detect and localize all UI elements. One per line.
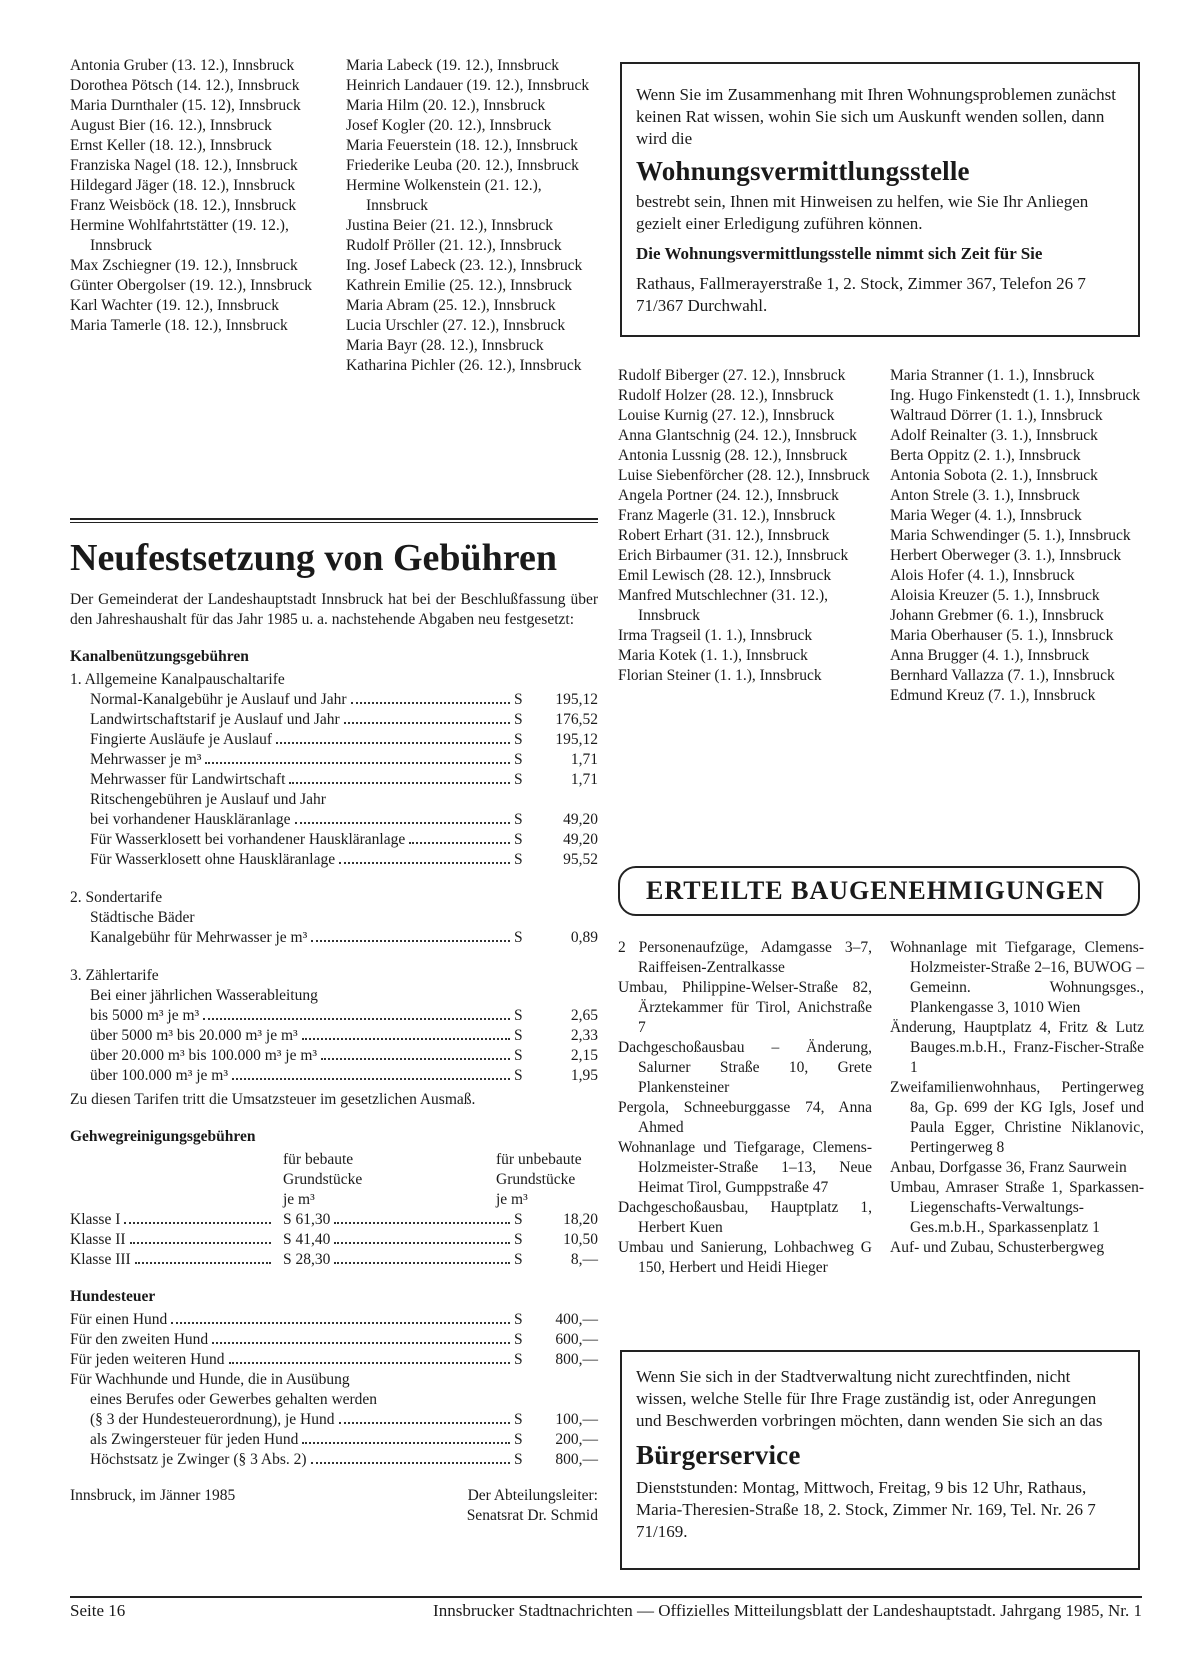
dot-leader	[409, 842, 510, 844]
gehweg-head-line: Grundstücke	[283, 1171, 363, 1188]
fee-currency: S	[514, 711, 523, 728]
wach-text-1: Für Wachhunde und Hunde, die in Ausübung	[70, 1371, 350, 1388]
fee-label: Höchstsatz je Zwinger (§ 3 Abs. 2)	[90, 1451, 307, 1468]
name-entry: Angela Portner (24. 12.), Innsbruck	[618, 487, 839, 504]
fee-value: 600,—	[555, 1331, 598, 1348]
name-entry: Maria Oberhauser (5. 1.), Innsbruck	[890, 627, 1114, 644]
gehweg-heading: Gehwegreinigungsgebühren	[70, 1128, 256, 1145]
gebuehren-intro: Der Gemeinderat der Landeshauptstadt Innsbruck hat bei der Beschlußfassung über den Jahreshaushalt für das Jahr 1985 u. a. nachstehende Abgaben neu festgesetzt:	[70, 591, 598, 628]
fee-value: 1,71	[570, 771, 598, 788]
fee-row	[90, 850, 598, 870]
name-entry: Maria Feuerstein (18. 12.), Innsbruck	[346, 137, 579, 154]
name-entry: Irma Tragseil (1. 1.), Innsbruck	[618, 627, 813, 644]
wohnung-bold-line: Die Wohnungsvermittlungsstelle nimmt sich Zeit für Sie	[636, 244, 1043, 263]
fee-label: als Zwingersteuer für jeden Hund	[90, 1431, 299, 1448]
dot-leader	[295, 822, 510, 824]
gebuehren-title: Neufestsetzung von Gebühren	[70, 537, 557, 579]
gehweg-col2-head	[496, 1150, 582, 1210]
name-entry: Maria Labeck (19. 12.), Innsbruck	[346, 57, 560, 74]
gehweg-class: Klasse I	[70, 1211, 121, 1228]
wohnung-address: Rathaus, Fallmerayerstraße 1, 2. Stock, Zimmer 367, Telefon 26 7 71/367 Durchwahl.	[636, 274, 1086, 315]
ust-note: Zu diesen Tarifen tritt die Umsatzsteuer im gesetzlichen Ausmaß.	[70, 1091, 476, 1108]
dot-leader	[205, 762, 510, 764]
name-entry: Emil Lewisch (28. 12.), Innsbruck	[618, 567, 832, 584]
fee-row	[90, 1026, 598, 1046]
fee-row	[90, 810, 598, 830]
fee-value: 1,95	[570, 1067, 598, 1084]
names-column-1	[70, 56, 325, 336]
fee-currency: S	[514, 811, 523, 828]
allgemeine-rows	[70, 690, 598, 790]
allgemeine-heading: 1. Allgemeine Kanalpauschaltarife	[70, 671, 285, 688]
dot-leader	[229, 1362, 510, 1364]
fee-currency: S	[514, 1047, 523, 1064]
dot-leader	[351, 702, 510, 704]
zaehler-rows	[70, 1006, 598, 1086]
dot-leader	[344, 722, 510, 724]
bau-entry: Wohnanlage und Tiefgarage, Clemens-Holzmeister-Straße 1–13, Neue Heimat Tirol, Gumppstraße 47	[618, 1139, 872, 1196]
fee-row	[90, 750, 598, 770]
ritschen-heading: Ritschengebühren je Auslauf und Jahr	[90, 791, 326, 808]
dot-leader	[289, 782, 510, 784]
fee-row	[90, 1006, 598, 1026]
fee-row	[90, 830, 598, 850]
gehweg-value-built: S 61,30	[283, 1211, 331, 1228]
name-entry: Maria Kotek (1. 1.), Innsbruck	[618, 647, 808, 664]
name-entry: Edmund Kreuz (7. 1.), Innsbruck	[890, 687, 1096, 704]
dot-leader	[124, 1222, 271, 1224]
gebuehren-section	[70, 534, 598, 1526]
bau-entry: Umbau, Philippine-Welser-Straße 82, Ärztekammer für Tirol, Anichstraße 7	[618, 979, 872, 1036]
name-entry: Johann Grebmer (6. 1.), Innsbruck	[890, 607, 1104, 624]
bau-entry: Umbau, Amraser Straße 1, Sparkassen-Liegenschafts-Verwaltungs-Ges.m.b.H., Sparkassenplatz 1	[890, 1179, 1144, 1236]
hunde-rows	[70, 1310, 598, 1370]
dot-leader	[203, 1018, 510, 1020]
name-entry: Karl Wachter (19. 12.), Innsbruck	[70, 297, 279, 314]
sonder-heading: 2. Sondertarife	[70, 889, 163, 906]
wohnung-info-box	[620, 62, 1140, 337]
fee-currency: S	[514, 1007, 523, 1024]
fee-value: 800,—	[555, 1451, 598, 1468]
name-entry: Ing. Hugo Finkenstedt (1. 1.), Innsbruck	[890, 387, 1141, 404]
footer-text: Innsbrucker Stadtnachrichten — Offizielles Mitteilungsblatt der Landeshauptstadt. Jahrgang 1985, Nr. 1	[433, 1601, 1142, 1620]
fee-currency: S	[514, 851, 523, 868]
dot-leader	[232, 1078, 510, 1080]
dot-leader	[339, 862, 510, 864]
fee-currency: S	[514, 929, 523, 946]
fee-label: Mehrwasser je m³	[90, 751, 202, 768]
name-entry: Günter Obergolser (19. 12.), Innsbruck	[70, 277, 313, 294]
fee-row	[90, 710, 598, 730]
name-entry: Maria Hilm (20. 12.), Innsbruck	[346, 97, 546, 114]
name-entry: Rudolf Holzer (28. 12.), Innsbruck	[618, 387, 834, 404]
footer-rule	[70, 1596, 1142, 1598]
zaehler-sub: Bei einer jährlichen Wasserableitung	[90, 987, 318, 1004]
fee-label: Für jeden weiteren Hund	[70, 1351, 225, 1368]
fee-label: über 20.000 m³ bis 100.000 m³ je m³	[90, 1047, 318, 1064]
bau-column-2	[890, 938, 1144, 1258]
fee-value: 2,33	[570, 1027, 598, 1044]
dot-leader	[339, 1422, 511, 1424]
name-entry: Louise Kurnig (27. 12.), Innsbruck	[618, 407, 835, 424]
wohnung-body: bestrebt sein, Ihnen mit Hinweisen zu helfen, wie Sie Ihr Anliegen gezielt einer Erledigung zuführen können.	[636, 192, 1089, 233]
name-entry: Friederike Leuba (20. 12.), Innsbruck	[346, 157, 579, 174]
gehweg-row	[70, 1210, 598, 1230]
fee-currency: S	[514, 1231, 523, 1248]
name-entry: Hildegard Jäger (18. 12.), Innsbruck	[70, 177, 296, 194]
fee-value: 1,71	[570, 751, 598, 768]
dot-leader	[334, 1242, 510, 1244]
bau-column-1	[618, 938, 872, 1278]
name-entry: Heinrich Landauer (19. 12.), Innsbruck	[346, 77, 590, 94]
fee-label: Landwirtschaftstarif je Auslauf und Jahr	[90, 711, 340, 728]
gehweg-col1-head	[283, 1150, 496, 1210]
fee-row	[70, 1310, 598, 1330]
gehweg-head-line: für unbebaute	[496, 1151, 582, 1168]
name-entry: Herbert Oberweger (3. 1.), Innsbruck	[890, 547, 1122, 564]
fee-row	[70, 1330, 598, 1350]
name-entry: Florian Steiner (1. 1.), Innsbruck	[618, 667, 822, 684]
fee-label: Für den zweiten Hund	[70, 1331, 209, 1348]
fee-row	[90, 1066, 598, 1086]
fee-row	[90, 690, 598, 710]
sonder-rows	[70, 928, 598, 948]
name-entry: Adolf Reinalter (3. 1.), Innsbruck	[890, 427, 1098, 444]
name-entry: Justina Beier (21. 12.), Innsbruck	[346, 217, 554, 234]
fee-value: 176,52	[555, 711, 598, 728]
name-entry: Alois Hofer (4. 1.), Innsbruck	[890, 567, 1075, 584]
fee-value: 100,—	[555, 1411, 598, 1428]
fee-currency: S	[514, 1411, 523, 1428]
fee-value: 400,—	[555, 1311, 598, 1328]
name-entry: Maria Schwendinger (5. 1.), Innsbruck	[890, 527, 1131, 544]
bau-entry: Dachgeschoßausbau – Änderung, Salurner Straße 10, Grete Plankensteiner	[618, 1039, 872, 1096]
fee-label: Für einen Hund	[70, 1311, 168, 1328]
gehweg-value-built: S 28,30	[283, 1251, 331, 1268]
name-entry: August Bier (16. 12.), Innsbruck	[70, 117, 272, 134]
name-entry: Luise Siebenförcher (28. 12.), Innsbruck	[618, 467, 870, 484]
fee-label: bis 5000 m³ je m³	[90, 1007, 200, 1024]
footer	[70, 1601, 1142, 1621]
bau-title-box	[618, 866, 1140, 916]
signer-role: Der Abteilungsleiter:	[467, 1487, 598, 1504]
name-entry: Maria Tamerle (18. 12.), Innsbruck	[70, 317, 288, 334]
name-entry: Berta Oppitz (2. 1.), Innsbruck	[890, 447, 1081, 464]
fee-currency: S	[514, 1431, 523, 1448]
fee-currency: S	[514, 1351, 523, 1368]
fee-value: 195,12	[555, 691, 598, 708]
bau-entry: Anbau, Dorfgasse 36, Franz Saurwein	[890, 1159, 1127, 1176]
fee-label: über 5000 m³ bis 20.000 m³ je m³	[90, 1027, 298, 1044]
fee-value: 95,52	[563, 851, 598, 868]
fee-value: 2,15	[570, 1047, 598, 1064]
name-entry: Franziska Nagel (18. 12.), Innsbruck	[70, 157, 298, 174]
name-entry: Maria Abram (25. 12.), Innsbruck	[346, 297, 556, 314]
dot-leader	[130, 1242, 271, 1244]
wohnung-intro: Wenn Sie im Zusammenhang mit Ihren Wohnungsproblemen zunächst keinen Rat wissen, wohin Sie sich um Auskunft wenden sollen, dann wird die	[636, 85, 1116, 148]
names-column-4	[890, 366, 1145, 706]
name-entry: Dorothea Pötsch (14. 12.), Innsbruck	[70, 77, 300, 94]
name-entry: Kathrein Emilie (25. 12.), Innsbruck	[346, 277, 572, 294]
gehweg-class: Klasse III	[70, 1251, 131, 1268]
bau-entry: Umbau und Sanierung, Lohbachweg G 150, Herbert und Heidi Hieger	[618, 1239, 872, 1276]
bau-title: ERTEILTE BAUGENEHMIGUNGEN	[646, 876, 1105, 905]
fee-currency: S	[514, 1027, 523, 1044]
gehweg-value-unbuilt: 18,20	[563, 1211, 598, 1228]
gehweg-head-line: je m³	[496, 1191, 528, 1208]
fee-currency: S	[514, 691, 523, 708]
gehweg-head-line: für bebaute	[283, 1151, 354, 1168]
name-entry: Katharina Pichler (26. 12.), Innsbruck	[346, 357, 582, 374]
fee-row	[90, 1450, 598, 1470]
fee-row	[90, 1046, 598, 1066]
dot-leader	[135, 1262, 271, 1264]
kanal-heading: Kanalbenützungsgebühren	[70, 648, 249, 665]
name-entry: Maria Bayr (28. 12.), Innsbruck	[346, 337, 544, 354]
place-date: Innsbruck, im Jänner 1985	[70, 1487, 236, 1504]
name-entry: Maria Weger (4. 1.), Innsbruck	[890, 507, 1082, 524]
name-entry: Ernst Keller (18. 12.), Innsbruck	[70, 137, 272, 154]
fee-row	[90, 928, 598, 948]
bau-entry: Dachgeschoßausbau, Hauptplatz 1, Herbert Kuen	[618, 1199, 872, 1236]
sonder-sub: Städtische Bäder	[90, 909, 195, 926]
fee-row	[90, 770, 598, 790]
fee-currency: S	[514, 1311, 523, 1328]
name-entry: Lucia Urschler (27. 12.), Innsbruck	[346, 317, 566, 334]
name-entry: Max Zschiegner (19. 12.), Innsbruck	[70, 257, 298, 274]
dot-leader	[212, 1342, 510, 1344]
name-entry: Maria Stranner (1. 1.), Innsbruck	[890, 367, 1095, 384]
gehweg-head-line: je m³	[283, 1191, 315, 1208]
bau-entry: Pergola, Schneeburggasse 74, Anna Ahmed	[618, 1099, 872, 1136]
fee-currency: S	[514, 831, 523, 848]
bau-entry: Wohnanlage mit Tiefgarage, Clemens-Holzmeister-Straße 2–16, BUWOG – Gemeinn. Wohnungsges., Plankengasse 3, 1010 Wien	[890, 939, 1144, 1016]
fee-row	[90, 730, 598, 750]
fee-currency: S	[514, 1067, 523, 1084]
fee-value: 49,20	[563, 811, 598, 828]
bau-entry: 2 Personenaufzüge, Adamgasse 3–7, Raiffeisen-Zentralkasse	[618, 939, 872, 976]
buerger-info-box	[620, 1350, 1140, 1570]
fee-currency: S	[514, 751, 523, 768]
gehweg-value-unbuilt: 8,—	[570, 1251, 598, 1268]
name-entry: Ing. Josef Labeck (23. 12.), Innsbruck	[346, 257, 583, 274]
name-entry: Franz Weisböck (18. 12.), Innsbruck	[70, 197, 297, 214]
fee-row	[70, 1350, 598, 1370]
names-column-3	[618, 366, 873, 686]
fee-label: Normal-Kanalgebühr je Auslauf und Jahr	[90, 691, 347, 708]
gehweg-col-heads	[70, 1150, 598, 1210]
name-entry: Manfred Mutschlechner (31. 12.), Innsbruck	[618, 587, 829, 624]
name-entry: Hermine Wolkenstein (21. 12.), Innsbruck	[346, 177, 542, 214]
bau-entry: Zweifamilienwohnhaus, Pertingerweg 8a, Gp. 699 der KG Igls, Josef und Paula Egger, Christine Niklanovic, Pertingerweg 8	[890, 1079, 1144, 1156]
fee-label: (§ 3 der Hundesteuerordnung), je Hund	[90, 1411, 335, 1428]
fee-value: 2,65	[570, 1007, 598, 1024]
page-number: Seite 16	[70, 1601, 126, 1620]
gehweg-row	[70, 1230, 598, 1250]
name-entry: Maria Durnthaler (15. 12), Innsbruck	[70, 97, 301, 114]
name-entry: Antonia Lussnig (28. 12.), Innsbruck	[618, 447, 848, 464]
dot-leader	[334, 1222, 510, 1224]
buerger-body: Dienststunden: Montag, Mittwoch, Freitag, 9 bis 12 Uhr, Rathaus, Maria-Theresien-Straße 18, 2. Stock, Zimmer Nr. 169, Tel. Nr. 26 7 71/169.	[636, 1478, 1096, 1541]
gehweg-row	[70, 1250, 598, 1270]
fee-label: bei vorhandener Hauskläranlage	[90, 811, 291, 828]
wach-rows	[70, 1410, 598, 1470]
name-entry: Robert Erhart (31. 12.), Innsbruck	[618, 527, 830, 544]
fee-row	[90, 1410, 598, 1430]
zaehler-heading: 3. Zählertarife	[70, 967, 159, 984]
fee-currency: S	[514, 1451, 523, 1468]
wach-text-2: eines Berufes oder Gewerbes gehalten werden	[90, 1391, 378, 1408]
bau-entry: Änderung, Hauptplatz 4, Fritz & Lutz Bauges.m.b.H., Franz-Fischer-Straße 1	[890, 1019, 1144, 1076]
name-entry: Aloisia Kreuzer (5. 1.), Innsbruck	[890, 587, 1100, 604]
hunde-heading: Hundesteuer	[70, 1288, 156, 1305]
name-entry: Antonia Sobota (2. 1.), Innsbruck	[890, 467, 1098, 484]
names-column-2	[346, 56, 596, 376]
name-entry: Rudolf Biberger (27. 12.), Innsbruck	[618, 367, 846, 384]
dot-leader	[311, 940, 510, 942]
name-entry: Anna Brugger (4. 1.), Innsbruck	[890, 647, 1090, 664]
dot-leader	[171, 1322, 510, 1324]
dot-leader	[334, 1262, 510, 1264]
bau-entry: Auf- und Zubau, Schusterbergweg	[890, 1239, 1105, 1256]
fee-row	[90, 1430, 598, 1450]
fee-currency: S	[514, 1211, 523, 1228]
dot-leader	[311, 1462, 510, 1464]
name-entry: Erich Birbaumer (31. 12.), Innsbruck	[618, 547, 849, 564]
fee-value: 195,12	[555, 731, 598, 748]
fee-label: Fingierte Ausläufe je Auslauf	[90, 731, 273, 748]
fee-value: 800,—	[555, 1351, 598, 1368]
dot-leader	[302, 1038, 510, 1040]
gehweg-value-unbuilt: 10,50	[563, 1231, 598, 1248]
dot-leader	[276, 742, 510, 744]
signer-name: Senatsrat Dr. Schmid	[466, 1507, 598, 1524]
fee-currency: S	[514, 1251, 523, 1268]
name-entry: Anna Glantschnig (24. 12.), Innsbruck	[618, 427, 857, 444]
dot-leader	[302, 1442, 510, 1444]
fee-currency: S	[514, 731, 523, 748]
fee-label: Mehrwasser für Landwirtschaft	[90, 771, 286, 788]
fee-label: Für Wasserklosett bei vorhandener Hauskläranlage	[90, 831, 406, 848]
gehweg-rows	[70, 1210, 598, 1270]
gehweg-value-built: S 41,40	[283, 1231, 331, 1248]
section-rule	[70, 518, 598, 523]
buerger-title: Bürgerservice	[636, 1440, 801, 1470]
gehweg-class: Klasse II	[70, 1231, 126, 1248]
buerger-intro: Wenn Sie sich in der Stadtverwaltung nicht zurechtfinden, nicht wissen, welche Stelle für Ihre Frage zuständig ist, oder Anregungen und Beschwerden vorbringen möchten, dann wenden Sie sich an das	[636, 1367, 1103, 1430]
fee-value: 49,20	[563, 831, 598, 848]
name-entry: Rudolf Pröller (21. 12.), Innsbruck	[346, 237, 562, 254]
fee-currency: S	[514, 771, 523, 788]
name-entry: Hermine Wohlfahrtstätter (19. 12.), Innsbruck	[70, 217, 289, 254]
name-entry: Josef Kogler (20. 12.), Innsbruck	[346, 117, 552, 134]
name-entry: Anton Strele (3. 1.), Innsbruck	[890, 487, 1080, 504]
name-entry: Bernhard Vallazza (7. 1.), Innsbruck	[890, 667, 1115, 684]
fee-label: über 100.000 m³ je m³	[90, 1067, 229, 1084]
name-entry: Antonia Gruber (13. 12.), Innsbruck	[70, 57, 295, 74]
fee-value: 200,—	[555, 1431, 598, 1448]
fee-currency: S	[514, 1331, 523, 1348]
name-entry: Franz Magerle (31. 12.), Innsbruck	[618, 507, 836, 524]
name-entry: Waltraud Dörrer (1. 1.), Innsbruck	[890, 407, 1103, 424]
fee-label: Kanalgebühr für Mehrwasser je m³	[90, 929, 308, 946]
fee-label: Für Wasserklosett ohne Hauskläranlage	[90, 851, 336, 868]
dot-leader	[321, 1058, 510, 1060]
wohnung-title: Wohnungsvermittlungsstelle	[636, 156, 970, 186]
gehweg-head-line: Grundstücke	[496, 1171, 576, 1188]
ritschen-rows	[70, 810, 598, 870]
fee-value: 0,89	[570, 929, 598, 946]
